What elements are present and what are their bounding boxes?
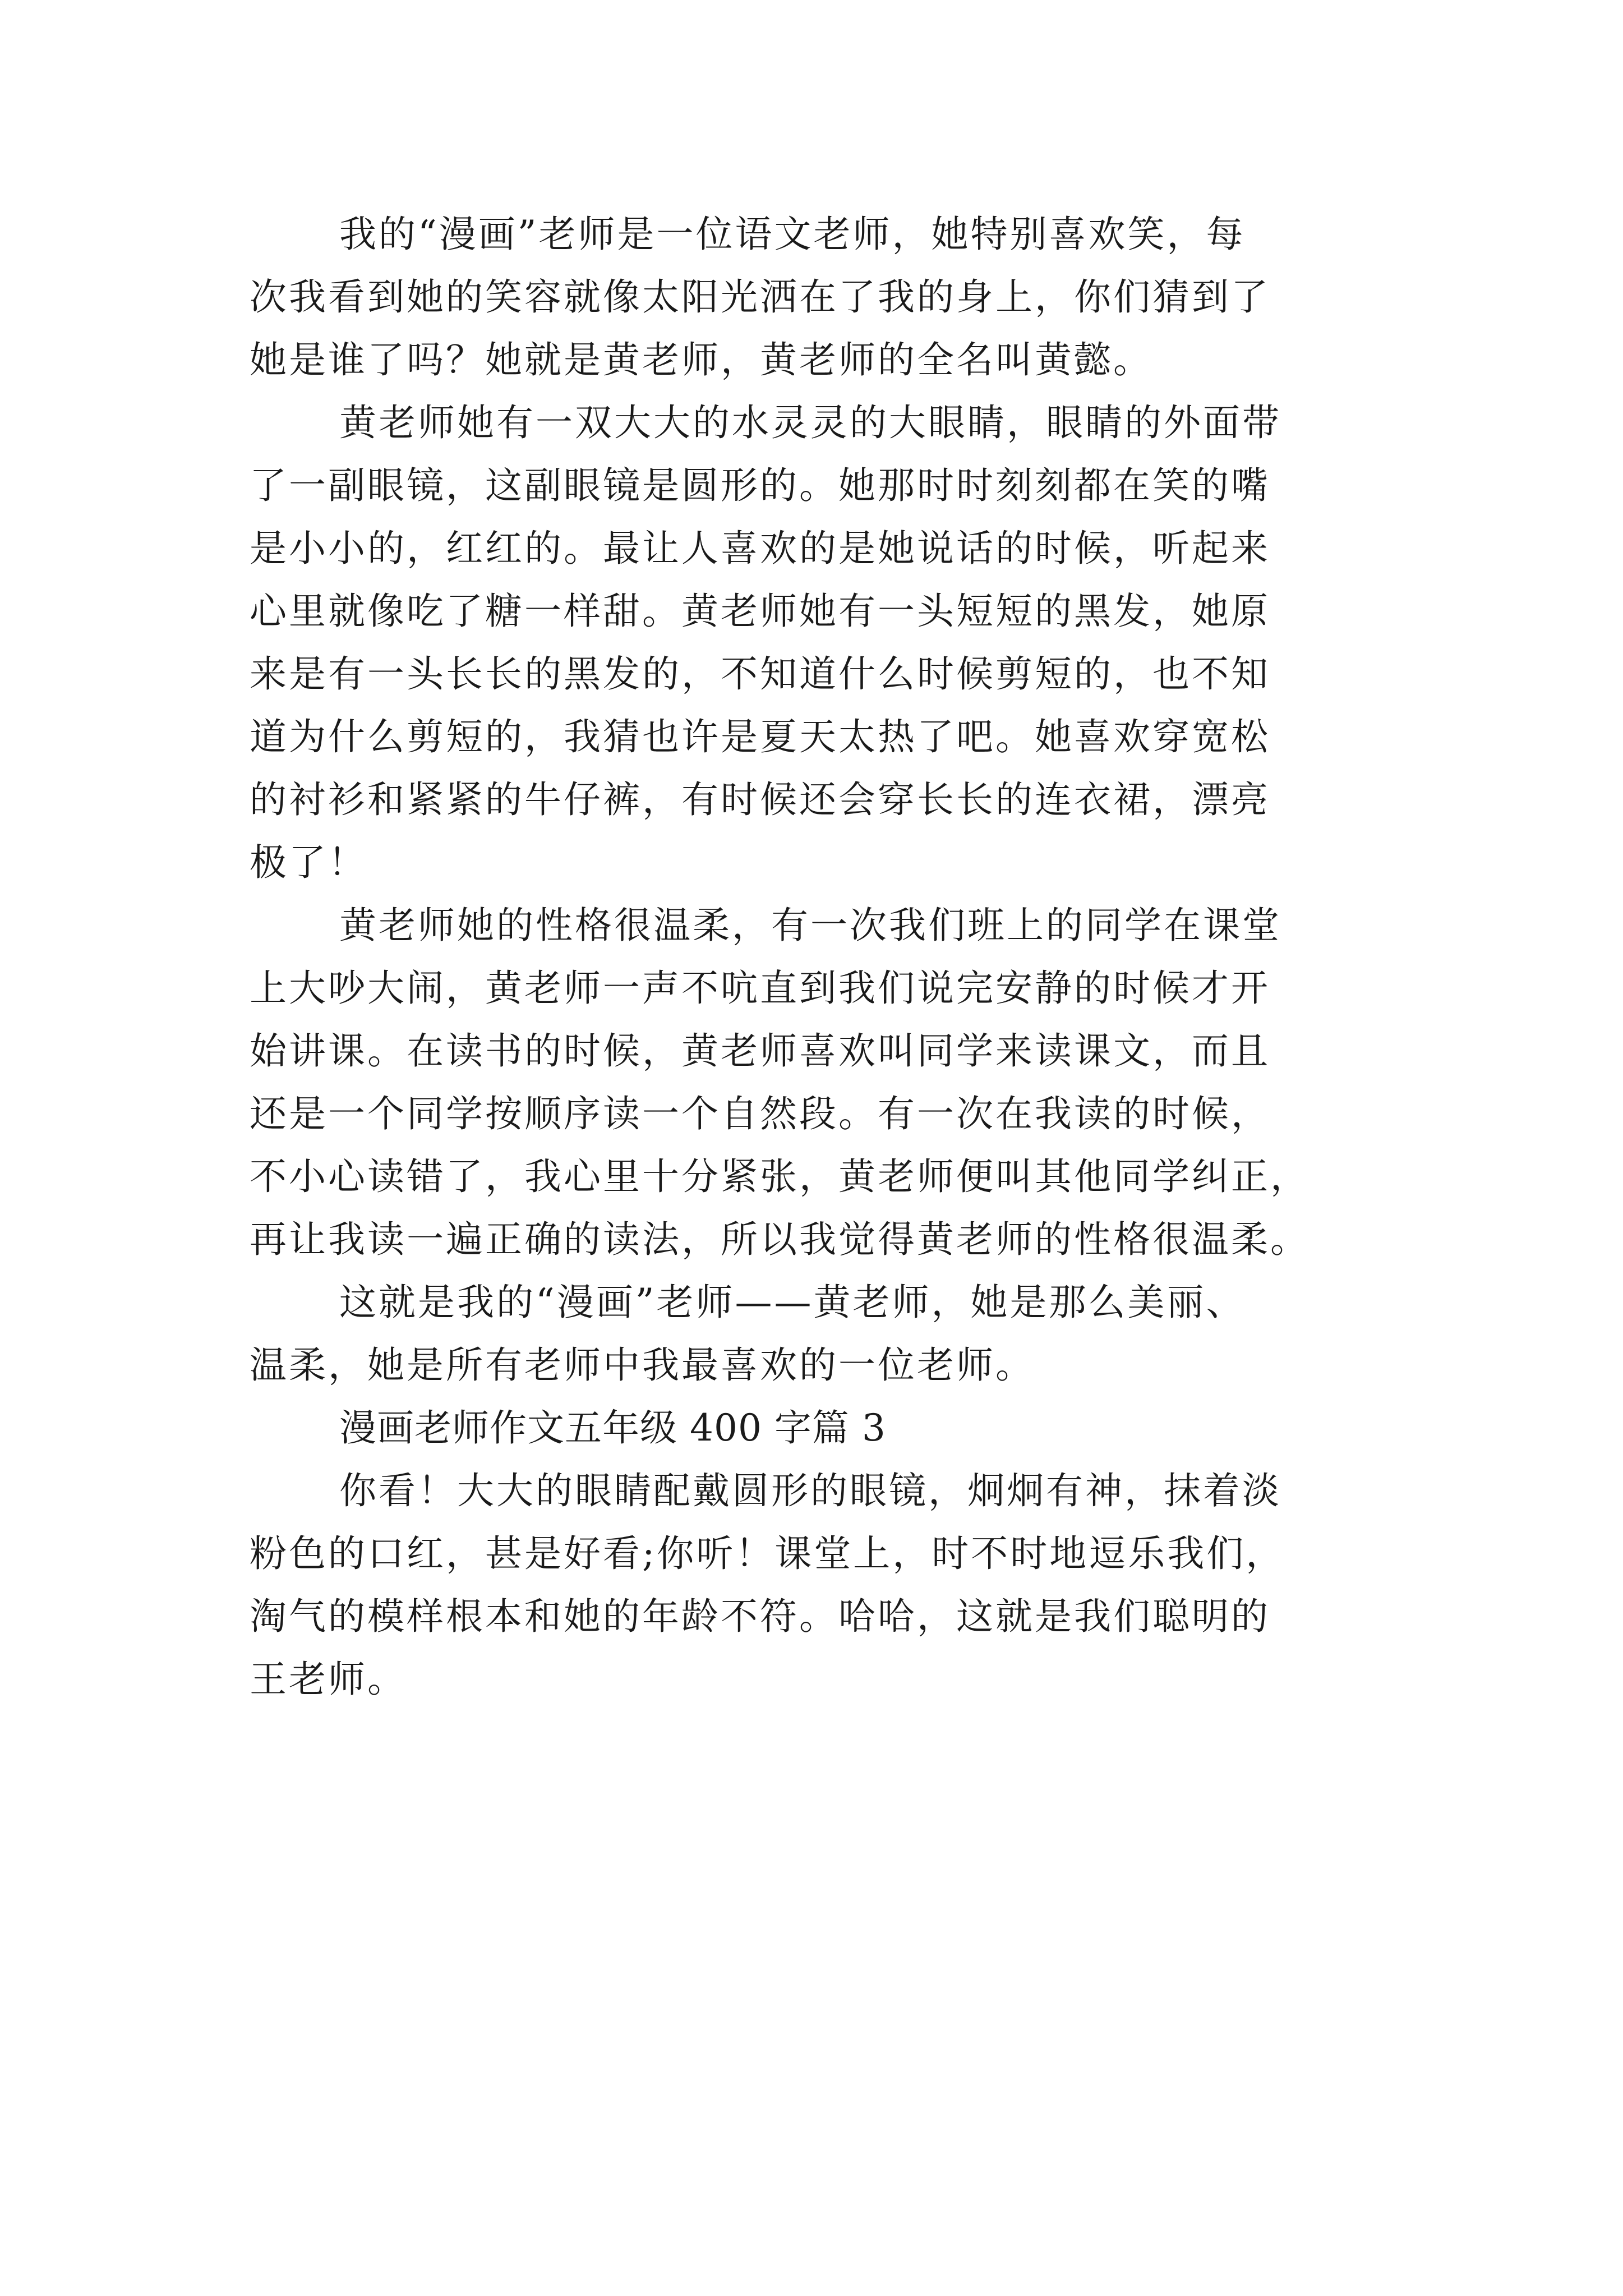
section-heading: 漫画老师作文五年级 400 字篇 3 [339, 1406, 886, 1450]
paragraph-appearance: 黄老师她有一双大大的水灵灵的大眼睛，眼睛的外面带 了一副眼镜，这副眼镜是圆形的。她那时时刻刻都在笑的嘴 是小小的，红红的。最让人喜欢的是她说话的时候，听起来 心里就像吃了糖一样甜。黄老师她有一头短短的黑发，她原 来是有一头长长的黑发的，不知道什么时候剪短的，也不知 道为什么剪短的，我猜也许是夏天太热了吧。她喜欢穿宽松 的衬衫和紧紧的牛仔裤，有时候还会穿长长的连衣裙，漂亮 极了！ [250, 401, 1281, 884]
paragraph-section3-intro: 你看！大大的眼睛配戴圆形的眼镜，炯炯有神，抹着淡 粉色的口红，甚是好看;你听！课堂上，时不时地逗乐我们， 淘气的模样根本和她的年龄不符。哈哈，这就是我们聪明的 王老师。 [250, 1469, 1285, 1701]
document-body [250, 203, 1394, 1711]
paragraph-personality: 黄老师她的性格很温柔，有一次我们班上的同学在课堂 上大吵大闹，黄老师一声不吭直到我们说完安静的时候才开 始讲课。在读书的时候，黄老师喜欢叫同学来读课文，而且 还是一个同学按顺序读一个自然段。有一次在我读的时候， 不小心读错了，我心里十分紧张，黄老师便叫其他同学纠正， 再让我读一遍正确的读法，所以我觉得黄老师的性格很温柔。 [250, 904, 1310, 1261]
paragraph-intro: 我的“漫画”老师是一位语文老师，她特别喜欢笑，每 次我看到她的笑容就像太阳光洒在了我的身上，你们猜到了 她是谁了吗？她就是黄老师，黄老师的全名叫黄懿。 [250, 213, 1270, 381]
paragraph-conclusion: 这就是我的“漫画”老师——黄老师，她是那么美丽、 温柔，她是所有老师中我最喜欢的一位老师。 [250, 1281, 1246, 1387]
